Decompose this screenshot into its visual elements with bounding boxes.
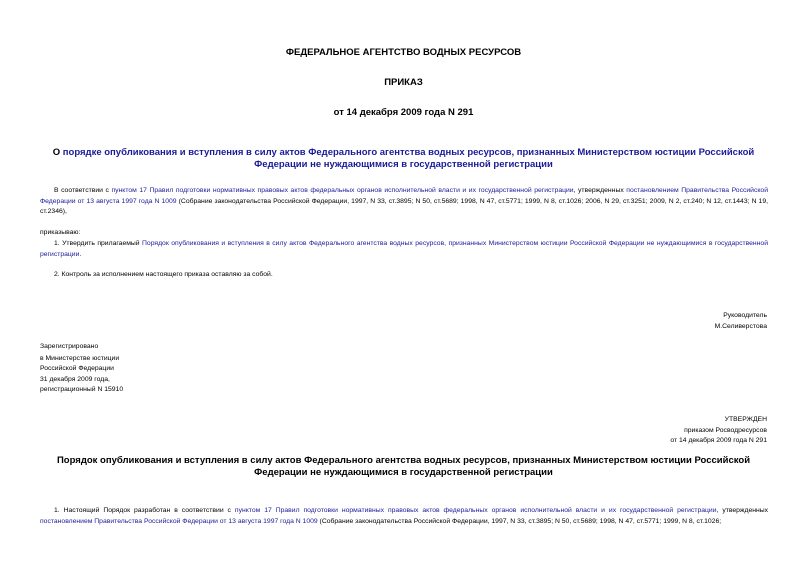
- order-item-1: [40, 239, 768, 260]
- procedure-paragraph-1: [40, 506, 768, 527]
- approved-line-3: от 14 декабря 2009 года N 291: [670, 437, 767, 444]
- doc-type-heading: ПРИКАЗ: [384, 77, 423, 88]
- procedure-decree-link[interactable]: постановлением Правительства Российской Федерации от 13 августа 1997 года N 1009: [40, 517, 318, 525]
- item2-text: 2. Контроль за исполнением настоящего приказа оставляю за собой.: [54, 271, 273, 278]
- preamble-text-2: , утвержденных: [573, 187, 627, 194]
- preamble-text-3: (Собрание законодательства Российской Федерации, 1997, N 33, ст.3895; N 50, ст.5689; 1998, N 47, ст.5771; 1999, N 8, ст.1026; 2006, N 29, ст.3251; 2009, N 2, ст.240; N 12, ст.1443; N 19, ст.2346),: [40, 197, 768, 215]
- order-item-2: [40, 270, 768, 281]
- order-title: [40, 147, 767, 171]
- registration-line-1: Зарегистрировано: [40, 343, 99, 350]
- procedure-p1-text-2: , утвержденных: [716, 507, 769, 514]
- registration-line-3: Российской Федерации: [40, 365, 114, 372]
- procedure-link[interactable]: Порядок опубликования и вступления в силу актов Федерального агентства водных ресурсов, признанных Министерством юстиции Российской Федерации не нуждающимися в государственной регистрации: [40, 240, 769, 258]
- order-title-link[interactable]: порядке опубликования и вступления в силу актов Федерального агентства водных ресурсов, признанных Министерством юстиции Российской Федерации не нуждающимися в государственной регистрации: [62, 147, 755, 170]
- item1-text-1: 1. Утвердить прилагаемый: [54, 240, 143, 247]
- order-word: приказываю:: [40, 229, 81, 236]
- approved-line-1: УТВЕРЖДЕН: [724, 416, 767, 423]
- agency-heading: ФЕДЕРАЛЬНОЕ АГЕНТСТВО ВОДНЫХ РЕСУРСОВ: [285, 47, 522, 58]
- registration-line-2: в Министерстве юстиции: [40, 354, 120, 362]
- preamble-text-1: В соответствии с: [54, 187, 112, 194]
- procedure-title: Порядок опубликования и вступления в силу актов Федерального агентства водных ресурсов, признанных Министерством юстиции Российской Федерации не нуждающимися в государственной регистрации: [56, 455, 751, 478]
- procedure-p1-text-1: 1. Настоящий Порядок разработан в соответствии с: [54, 507, 235, 514]
- rules-paragraph-17-link[interactable]: пунктом 17 Правил подготовки нормативных правовых актов федеральных органов исполнительной власти и их государственной регистрации: [111, 187, 574, 194]
- item1-text-2: .: [79, 250, 82, 258]
- registration-line-5: регистрационный N 15910: [40, 386, 124, 393]
- signature-name: М.Селиверстова: [714, 322, 767, 330]
- signature-block: [467, 311, 767, 332]
- order-date-number: от 14 декабря 2009 года N 291: [333, 107, 474, 118]
- registration-block: [40, 342, 340, 396]
- signature-position: Руководитель: [723, 312, 767, 319]
- approved-block: [467, 415, 767, 447]
- government-decree-link[interactable]: постановлением Правительства Российской Федерации от 13 августа 1997 года N 1009: [40, 187, 769, 205]
- procedure-p1-text-3: (Собрание законодательства Российской Федерации, 1997, N 33, ст.3895; N 50, ст.5689; 1998, N 47, ст.5771; 1999, N 8, ст.1026;: [317, 517, 722, 525]
- preamble-paragraph: [40, 186, 768, 218]
- procedure-rules-link[interactable]: пунктом 17 Правил подготовки нормативных правовых актов федеральных органов исполнительной власти и их государственной регистрации: [234, 507, 717, 514]
- registration-line-4: 31 декабря 2009 года,: [40, 375, 110, 383]
- approved-line-2: приказом Росводресурсов: [684, 426, 767, 434]
- order-title-prefix: О: [52, 147, 63, 158]
